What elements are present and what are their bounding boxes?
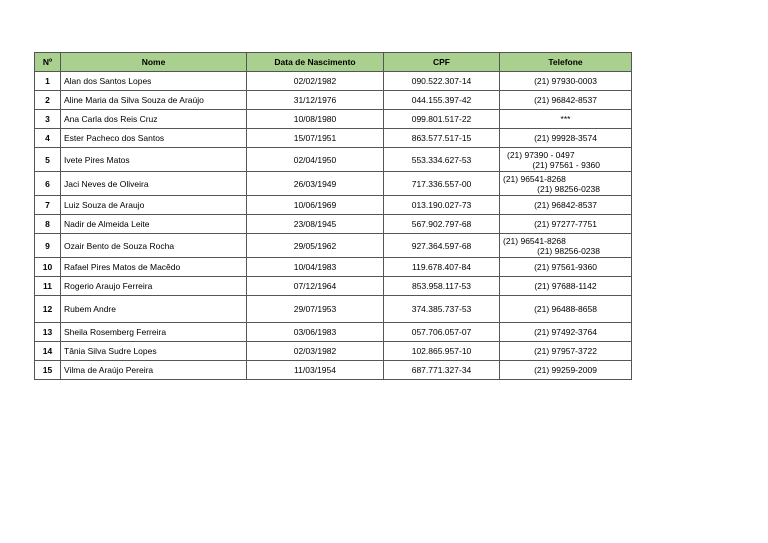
- row-birthdate: 02/04/1950: [247, 148, 384, 172]
- row-name: Rafael Pires Matos de Macêdo: [61, 258, 247, 277]
- row-cpf: 099.801.517-22: [384, 110, 500, 129]
- row-cpf: 090.522.307-14: [384, 72, 500, 91]
- header-row: [35, 53, 632, 72]
- table-row: [35, 215, 632, 234]
- row-birthdate: 26/03/1949: [247, 172, 384, 196]
- row-birthdate: 15/07/1951: [247, 129, 384, 148]
- row-phone: (21) 96488-8658: [500, 296, 632, 323]
- table-row: [35, 129, 632, 148]
- row-cpf: 102.865.957-10: [384, 342, 500, 361]
- row-name: Ana Carla dos Reis Cruz: [61, 110, 247, 129]
- row-cpf: 927.364.597-68: [384, 234, 500, 258]
- row-phone: (21) 97561-9360: [500, 258, 632, 277]
- row-cpf: 853.958.117-53: [384, 277, 500, 296]
- row-name: Rubem Andre: [61, 296, 247, 323]
- table-row: [35, 196, 632, 215]
- row-name: Ivete Pires Matos: [61, 148, 247, 172]
- header-cpf: CPF: [384, 53, 500, 72]
- row-phone-secondary: (21) 98256-0238: [537, 183, 600, 194]
- table-row: [35, 277, 632, 296]
- row-number: 12: [35, 296, 61, 323]
- row-birthdate: 10/08/1980: [247, 110, 384, 129]
- row-birthdate: 02/02/1982: [247, 72, 384, 91]
- row-phone-secondary: (21) 98256-0238: [537, 245, 600, 256]
- row-cpf: 567.902.797-68: [384, 215, 500, 234]
- row-phone: [500, 234, 632, 258]
- header-phone: Telefone: [500, 53, 632, 72]
- row-number: 1: [35, 72, 61, 91]
- contacts-table: [34, 52, 632, 380]
- row-name: Luiz Souza de Araujo: [61, 196, 247, 215]
- row-phone: (21) 96842-8537: [500, 91, 632, 110]
- row-birthdate: 07/12/1964: [247, 277, 384, 296]
- row-number: 9: [35, 234, 61, 258]
- row-cpf: 553.334.627-53: [384, 148, 500, 172]
- row-phone-primary: (21) 96541-8268: [503, 235, 566, 246]
- phone-lines: [503, 174, 628, 194]
- row-number: 4: [35, 129, 61, 148]
- row-number: 10: [35, 258, 61, 277]
- table-row: [35, 342, 632, 361]
- row-name: Sheila Rosemberg Ferreira: [61, 323, 247, 342]
- row-phone: [500, 172, 632, 196]
- row-number: 13: [35, 323, 61, 342]
- row-name: Rogerio Araujo Ferreira: [61, 277, 247, 296]
- row-name: Ester Pacheco dos Santos: [61, 129, 247, 148]
- row-name: Jaci Neves de Oliveira: [61, 172, 247, 196]
- table-row: [35, 258, 632, 277]
- row-phone: (21) 97492-3764: [500, 323, 632, 342]
- row-phone: (21) 97688-1142: [500, 277, 632, 296]
- phone-lines: [503, 236, 628, 256]
- row-cpf: 044.155.397-42: [384, 91, 500, 110]
- row-phone: (21) 99928-3574: [500, 129, 632, 148]
- table-row: [35, 172, 632, 196]
- table-row: [35, 296, 632, 323]
- row-birthdate: 31/12/1976: [247, 91, 384, 110]
- row-phone-primary: (21) 97390 - 0497: [507, 149, 575, 160]
- table-row: [35, 234, 632, 258]
- row-phone-secondary: (21) 97561 - 9360: [532, 159, 600, 170]
- row-cpf: 119.678.407-84: [384, 258, 500, 277]
- row-cpf: 687.771.327-34: [384, 361, 500, 380]
- header-number: Nº: [35, 53, 61, 72]
- row-name: Ozair Bento de Souza Rocha: [61, 234, 247, 258]
- row-birthdate: 03/06/1983: [247, 323, 384, 342]
- row-birthdate: 10/04/1983: [247, 258, 384, 277]
- table-row: [35, 323, 632, 342]
- row-cpf: 057.706.057-07: [384, 323, 500, 342]
- row-number: 6: [35, 172, 61, 196]
- row-number: 8: [35, 215, 61, 234]
- row-number: 2: [35, 91, 61, 110]
- row-name: Nadir de Almeida Leite: [61, 215, 247, 234]
- row-name: Tânia Silva Sudre Lopes: [61, 342, 247, 361]
- table-row: [35, 361, 632, 380]
- row-number: 14: [35, 342, 61, 361]
- table-row: [35, 110, 632, 129]
- row-phone: ***: [500, 110, 632, 129]
- row-name: Alan dos Santos Lopes: [61, 72, 247, 91]
- row-phone: (21) 96842-8537: [500, 196, 632, 215]
- header-birthdate: Data de Nascimento: [247, 53, 384, 72]
- table-row: [35, 72, 632, 91]
- phone-lines: [503, 150, 628, 170]
- table-row: [35, 91, 632, 110]
- row-number: 7: [35, 196, 61, 215]
- row-phone: (21) 97277-7751: [500, 215, 632, 234]
- row-phone-primary: (21) 96541-8268: [503, 173, 566, 184]
- row-phone: (21) 97930-0003: [500, 72, 632, 91]
- table-row: [35, 148, 632, 172]
- row-number: 11: [35, 277, 61, 296]
- row-number: 3: [35, 110, 61, 129]
- row-birthdate: 23/08/1945: [247, 215, 384, 234]
- row-phone: (21) 97957-3722: [500, 342, 632, 361]
- row-name: Aline Maria da Silva Souza de Araújo: [61, 91, 247, 110]
- row-phone: (21) 99259-2009: [500, 361, 632, 380]
- row-birthdate: 02/03/1982: [247, 342, 384, 361]
- row-birthdate: 29/05/1962: [247, 234, 384, 258]
- row-cpf: 717.336.557-00: [384, 172, 500, 196]
- row-name: Vilma de Araújo Pereira: [61, 361, 247, 380]
- row-phone: [500, 148, 632, 172]
- row-number: 15: [35, 361, 61, 380]
- row-number: 5: [35, 148, 61, 172]
- row-birthdate: 10/06/1969: [247, 196, 384, 215]
- header-name: Nome: [61, 53, 247, 72]
- row-cpf: 013.190.027-73: [384, 196, 500, 215]
- row-birthdate: 29/07/1953: [247, 296, 384, 323]
- row-cpf: 863.577.517-15: [384, 129, 500, 148]
- row-birthdate: 11/03/1954: [247, 361, 384, 380]
- row-cpf: 374.385.737-53: [384, 296, 500, 323]
